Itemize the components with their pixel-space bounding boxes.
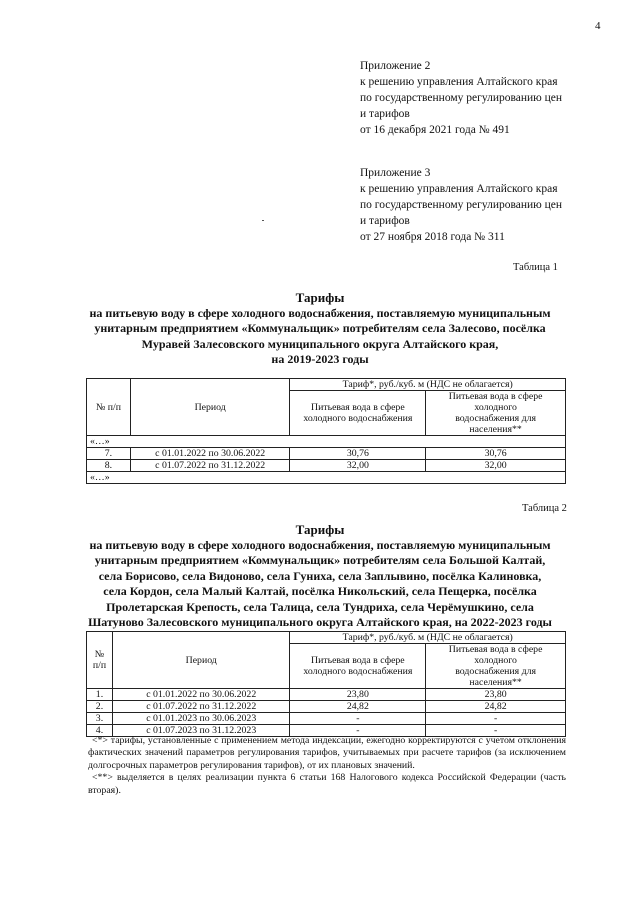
header-line: Питьевая вода в сфере	[311, 402, 405, 413]
heading-line: на питьевую воду в сфере холодного водоснабжения, поставляемую муниципальным	[89, 305, 551, 320]
table-1-caption: Таблица 1	[513, 262, 558, 273]
page-number: 4	[595, 20, 601, 32]
appendix-line: от 27 ноября 2018 года № 311	[360, 231, 505, 243]
table-2-caption: Таблица 2	[522, 503, 567, 514]
table-row	[87, 701, 566, 713]
column-header-population	[426, 644, 566, 689]
appendix-line: и тарифов	[360, 108, 410, 120]
table-row	[87, 713, 566, 725]
row-number: 3.	[87, 713, 113, 725]
column-header-population	[426, 391, 566, 436]
ellipsis-cell: «…»	[87, 472, 566, 484]
row-tariff-population: -	[426, 713, 566, 725]
row-tariff-population: 32,00	[426, 460, 566, 472]
appendix-line: к решению управления Алтайского края	[360, 76, 558, 88]
heading-line: Пролетарская Крепость, села Талица, села Тундриха, села Черёмушкино, села	[106, 599, 534, 614]
row-period: с 01.07.2023 по 31.12.2023	[112, 725, 290, 737]
header-line: холодного водоснабжения	[303, 413, 413, 424]
row-tariff-population: -	[426, 725, 566, 737]
table-header-row	[87, 379, 566, 391]
tariff-table-2	[86, 631, 566, 737]
heading-line: унитарным предприятием «Коммунальщик» потребителям села Залесово, посёлка	[94, 321, 546, 335]
row-tariff-cold-water: 24,82	[290, 701, 426, 713]
column-header-period: Период	[112, 632, 290, 689]
header-line: водоснабжения для населения**	[455, 413, 537, 435]
heading-line: Муравей Залесовского муниципального округа Алтайского края,	[141, 336, 499, 351]
row-number: 7.	[87, 448, 131, 460]
appendix-line: от 16 декабря 2021 года № 491	[360, 124, 510, 136]
appendix-line: по государственному регулированию цен	[360, 92, 563, 104]
row-tariff-population: 30,76	[426, 448, 566, 460]
row-tariff-cold-water: 23,80	[290, 689, 426, 701]
column-header-period: Период	[130, 379, 290, 436]
heading-title: Тарифы	[295, 290, 345, 305]
footnote-double-star: <**> выделяется в целях реализации пункта 6 статьи 168 Налогового кодекса Российской Федерации (часть вторая).	[88, 772, 566, 796]
appendix-2-reference	[360, 58, 562, 138]
row-number: 1.	[87, 689, 113, 701]
row-period: с 01.01.2022 по 30.06.2022	[112, 689, 290, 701]
row-tariff-cold-water: -	[290, 725, 426, 737]
table-row	[87, 448, 566, 460]
heading-title: Тарифы	[295, 522, 345, 537]
table-2-heading	[70, 522, 570, 631]
row-number: 2.	[87, 701, 113, 713]
appendix-3-reference	[360, 165, 562, 245]
ellipsis-cell: «…»	[87, 436, 566, 448]
column-header-number	[87, 632, 113, 689]
row-number: 8.	[87, 460, 131, 472]
header-line: Питьевая вода в сфере холодного	[448, 644, 543, 666]
column-header-number: № п/п	[87, 379, 131, 436]
row-period: с 01.01.2022 по 30.06.2022	[130, 448, 290, 460]
header-line: холодного водоснабжения	[303, 666, 413, 677]
table-ellipsis-row	[87, 436, 566, 448]
table-row	[87, 689, 566, 701]
appendix-line: по государственному регулированию цен	[360, 199, 563, 211]
appendix-line: к решению управления Алтайского края	[360, 183, 558, 195]
heading-line: села Кордон, села Малый Калтай, посёлка Никольский, села Пещерка, посёлка	[103, 584, 537, 598]
row-period: с 01.01.2023 по 30.06.2023	[112, 713, 290, 725]
tariff-table-1	[86, 378, 566, 484]
column-header-tariff: Тариф*, руб./куб. м (НДС не облагается)	[290, 379, 566, 391]
table-header-row	[87, 632, 566, 644]
row-period: с 01.07.2022 по 31.12.2022	[130, 460, 290, 472]
row-tariff-population: 24,82	[426, 701, 566, 713]
header-line: Питьевая вода в сфере холодного	[448, 391, 543, 413]
scan-speck	[262, 220, 264, 221]
footnote-single-star: <*> тарифы, установленные с применением метода индексации, ежегодно корректируются с учетом отклонения фактических значений параметров регулирования тарифов, учитываемых при расчете тарифов (за исключением долгосрочных параметров регулирования тарифов), от их плановых значений.	[88, 735, 566, 771]
row-period: с 01.07.2022 по 31.12.2022	[112, 701, 290, 713]
heading-line: унитарным предприятием «Коммунальщик» потребителям села Большой Калтай,	[94, 553, 546, 567]
column-header-tariff: Тариф*, руб./куб. м (НДС не облагается)	[290, 632, 566, 644]
row-number: 4.	[87, 725, 113, 737]
heading-line: на питьевую воду в сфере холодного водоснабжения, поставляемую муниципальным	[89, 537, 551, 552]
row-tariff-cold-water: 30,76	[290, 448, 426, 460]
header-line: №	[94, 649, 105, 660]
appendix-line: Приложение 2	[360, 60, 431, 72]
footnotes	[88, 735, 566, 797]
column-header-cold-water	[290, 391, 426, 436]
table-row	[87, 460, 566, 472]
heading-line: на 2019-2023 годы	[271, 352, 369, 366]
header-line: Питьевая вода в сфере	[311, 655, 405, 666]
row-tariff-cold-water: -	[290, 713, 426, 725]
heading-line: Шатуново Залесовского муниципального округа Алтайского края, на 2022-2023 годы	[88, 615, 552, 629]
appendix-line: Приложение 3	[360, 167, 431, 179]
row-tariff-population: 23,80	[426, 689, 566, 701]
row-tariff-cold-water: 32,00	[290, 460, 426, 472]
header-line: водоснабжения для населения**	[455, 666, 536, 688]
heading-line: села Борисово, села Видоново, села Гуниха, села Заплывино, посёлка Калиновка,	[98, 568, 542, 583]
table-1-heading	[70, 290, 570, 368]
header-line: п/п	[92, 660, 107, 671]
table-ellipsis-row	[87, 472, 566, 484]
column-header-cold-water	[290, 644, 426, 689]
appendix-line: и тарифов	[360, 215, 410, 227]
